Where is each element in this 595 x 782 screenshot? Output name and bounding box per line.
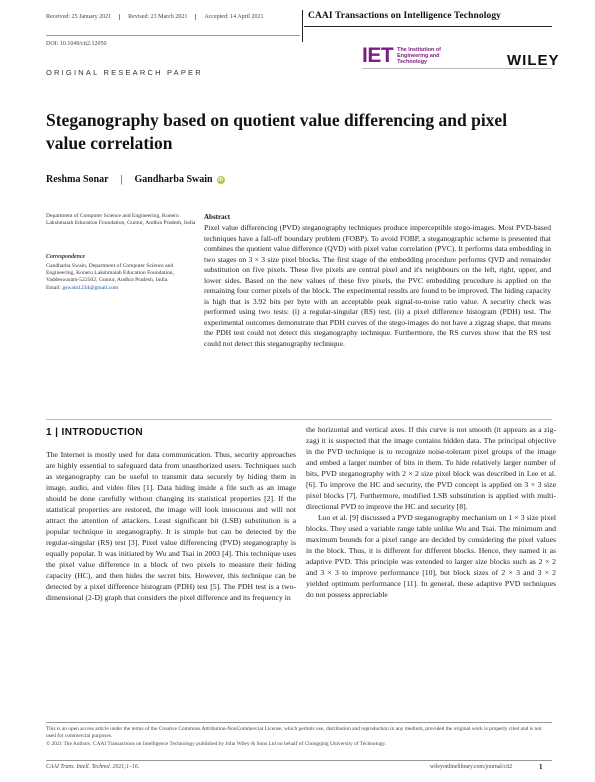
section-heading-introduction: 1 | INTRODUCTION xyxy=(46,427,143,438)
paragraph: The Internet is mostly used for data communication. Thus, security approaches are highly essential to safeguard data from unauthorized users. Techniques such as steganography can be useful to transmit data securely by hiding them in image, audio, and video files [1]. Data hiding inside a file such as an image should be done carefully without changing its statistical properties [2]. If the statistical properties are restored, the image will look innocuous and will not attract the attention of attackers. Least significant bit (LSB) substitution is a popular technique in steganography. It is simple but can be detected by the regular-singular (RS) test [3]. Pixel value differencing (PVD) steganography is equally popular. It was initiated by Wu and Tsai in 2003 [4]. This technique uses the pixel value difference in a block of two pixels to measure their hiding capacity (HC), and then hides the secret bits. However, this technique can be detected by a pixel difference histogram (PDH) test [5]. The PDH test is a two-dimensional (2-D) graph that considers the pixel difference and its frequency in xyxy=(46,450,296,602)
revised-date: Revised: 23 March 2021 xyxy=(120,14,196,20)
journal-title[interactable]: CAAI Transactions on Intelligence Technology xyxy=(308,11,502,21)
abstract-text: Pixel value differencing (PVD) steganography techniques produce imperceptible stego-images. Most PVD-based techniques have a fall-off boundary problem (FOBP). To avoid FOBP, a steganographic scheme is presented that combines the quotient value difference (QVD) with pixel value correlation (PVC). It performs data embedding in two stages on 3 × 3 size pixel blocks. The first stage of the embedding procedure performs QVD and remainder substitution on five pixels. These five pixels are central pixel and it's neighbours on the left, right, upper, and lower sides. Based on the new values of these five pixels, the PVC embedding procedure is applied on the remaining four corner pixels of the block. The experimental results are found to be improved. The hiding capacity is high that is 3.92 bits per byte with an acceptable peak signal-to-noise ratio value. A security check was performed using two tests: (i) a regular-singular (RS) test, (ii) a pixel difference histogram (PDH) test. The experimental outcomes demonstrate that PDH curves of the stego-images do not have a zigzag shape, that means the PDH test could not detect this steganography technique. Furthermore, the RS curves show that the RS test could not detect this steganography technique. xyxy=(204,223,551,348)
abstract-heading: Abstract xyxy=(204,213,231,221)
author-swain[interactable]: Gandharba Swain xyxy=(134,174,213,185)
email-link[interactable]: gswain1234@gmail.com xyxy=(62,284,119,291)
body-column-right xyxy=(306,424,556,600)
logo-rule xyxy=(362,68,552,69)
bottom-divider xyxy=(46,760,552,761)
correspondence xyxy=(46,263,196,292)
footer-divider xyxy=(46,722,552,723)
correspondence-body: Gandharba Swain, Department of Computer Science and Engineering, Koneru Lakshmaiah Education Foundation, Vaddeswaram-522502, Guntur, Andhra Pradesh, India. xyxy=(46,263,175,284)
license-note: This is an open access article under the terms of the Creative Commons Attribution-NonCommercial License, which permits use, distribution and reproduction in any medium, provided the original work is properly cited and is not used for commercial purposes. xyxy=(46,726,542,739)
paragraph: Luo et al. [9] discussed a PVD steganography mechanism on 1 × 3 size pixel blocks. They used a variable range table unlike Wu and Tsai. The minimum and maximum bounds for a pixel range are decided by considering the pixel values in the block. Thus, it is different for different blocks. Hence, they named it as adaptive PVD. This principle was extended to larger size blocks such as 2 × 2 and 3 × 3 to improve performance [10], but block sizes of 2 × 3 and 3 × 2 yielded optimum performance [11]. In general, these adaptive PVD techniques do not possess appreciable xyxy=(306,513,556,599)
journal-url[interactable]: wileyonlinelibrary.com/journal/cit2 xyxy=(430,764,513,770)
author-list xyxy=(46,174,225,185)
section-divider xyxy=(46,419,552,420)
page-title: Steganography based on quotient value differencing and pixel value correlation xyxy=(46,110,508,153)
orcid-icon[interactable]: iD xyxy=(218,176,224,183)
paper-type: ORIGINAL RESEARCH PAPER xyxy=(46,68,203,77)
iet-logo-text: The Institution of Engineering and Technology xyxy=(397,47,441,65)
citation: CAAI Trans. Intell. Technol. 2021;1–16. xyxy=(46,764,140,770)
wiley-logo: WILEY xyxy=(507,52,560,69)
received-date: Received: 25 January 2021 xyxy=(46,14,120,20)
header-vertical-divider xyxy=(302,10,303,42)
correspondence-heading: Correspondence xyxy=(46,254,85,260)
author-sonar[interactable]: Reshma Sonar xyxy=(46,174,109,185)
email-label: Email: xyxy=(46,284,63,291)
copyright-note: © 2021 The Authors. CAAI Transactions on Intelligence Technology published by John Wiley & Sons Ltd on behalf of Chongqing University of Technology. xyxy=(46,741,387,747)
header-divider xyxy=(46,35,300,36)
iet-logo xyxy=(362,44,459,68)
iet-logo-mark: IET xyxy=(362,44,394,67)
page-number: 1 xyxy=(539,763,543,771)
doi[interactable]: DOI: 10.1049/cit2.12050 xyxy=(46,41,107,47)
affiliation: Department of Computer Science and Engineering, Koneru Lakshmaiah Education Foundation, Guntur, Andhra Pradesh, India xyxy=(46,213,196,227)
journal-rule xyxy=(304,26,552,27)
accepted-date: Accepted: 14 April 2021 xyxy=(204,14,264,20)
paragraph: the horizontal and vertical axes. If this curve is not smooth (it appears as a zig-zag) it is suspected that the image contains hidden data. The principal objective in the PVD technique is to recognize noise-tolerant pixel groups of the image and embed a larger number of bits in them. To hide relatively larger number of bits, PVD steganography with 2 × 2 size pixel block was described in Lee et al. [6]. To improve the HC and security, the PVD concept is applied on 3 × 3 size pixel blocks [7]. Furthermore, modified LSB substitution is applied with multi-directional PVD to improve the HC and security [8]. xyxy=(306,425,556,511)
body-column-left xyxy=(46,449,296,603)
article-dates xyxy=(46,14,271,20)
author-separator: | xyxy=(120,174,123,185)
